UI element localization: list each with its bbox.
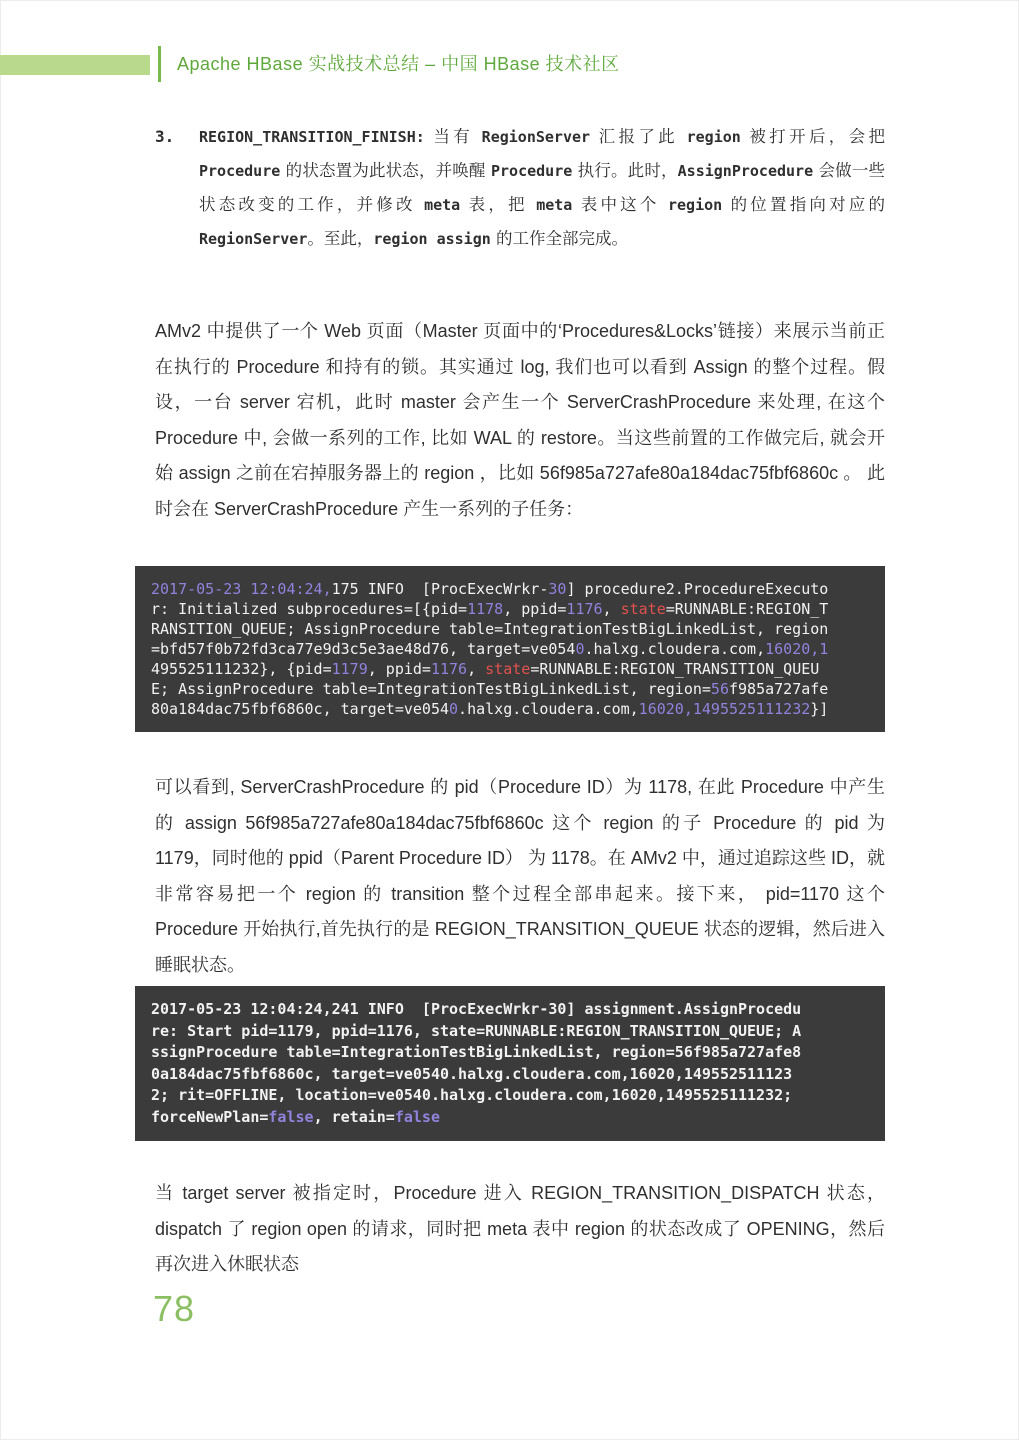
- paragraph-amv2-overview: AMv2 中提供了一个 Web 页面（Master 页面中的‘Procedures&Locks’链接）来展示当前正在执行的 Procedure 和持有的锁。其实通过 log, 我们也可以看到 Assign 的整个过程。假设，一台 server 宕机，此时 master 会产生一个 ServerCrashProcedure 来处理, 在这个 Procedure 中, 会做一系列的工作, 比如 WAL 的 restore。当这些前置的工作做完后, 就会开始 assign 之前在宕掉服务器上的 region ，比如 56f985a727afe80a184dac75fbf6860c 。 此时会在 ServerCrashProcedure 产生一系列的子任务：: [155, 321, 885, 519]
- log-block-assign-start: 2017-05-23 12:04:24,241 INFO [ProcExecWrkr-30] assignment.AssignProcedu re: Start pid=1179, ppid=1176, state=RUNNABLE:REGION_TRANSITION_QUEUE; A ssignProcedure table=IntegrationTestBigLinkedList, region=56f985a727afe8 0a184dac75fbf6860c, target=ve0540.halxg.cloudera.com,16020,149552511123 2; rit=OFFLINE, location=ve0540.halxg.cloudera.com,16020,1495525111232; forceNewPlan=false, retain=false: [135, 986, 885, 1141]
- header-accent-bar: [0, 55, 150, 75]
- list-item-3-text: REGION_TRANSITION_FINISH: 当有 RegionServer 汇报了此 region 被打开后，会把 Procedure 的状态置为此状态，并唤醒 Procedure 执行。此时，AssignProcedure 会做一些状态改变的工作，并修改 meta 表，把 meta 表中这个 region 的位置指向对应的 RegionServer。至此，region assign 的工作全部完成。: [199, 127, 885, 248]
- list-item-3-number: 3.: [155, 127, 175, 146]
- list-item-3: [155, 120, 885, 256]
- log-block-subprocedures: 2017-05-23 12:04:24,175 INFO [ProcExecWrkr-30] procedure2.ProcedureExecuto r: Initialized subprocedures=[{pid=1178, ppid=1176, state=RUNNABLE:REGION_T RANSITION_QUEUE; AssignProcedure table=IntegrationTestBigLinkedList, region =bfd57f0b72fd3ca77e9d3c5e3ae48d76, target=ve0540.halxg.cloudera.com,16020,1 495525111232}, {pid=1179, ppid=1176, state=RUNNABLE:REGION_TRANSITION_QUEU E; AssignProcedure table=IntegrationTestBigLinkedList, region=56f985a727afe 80a184dac75fbf6860c, target=ve0540.halxg.cloudera.com,16020,1495525111232}]: [135, 566, 885, 732]
- paragraph-pid-analysis: 可以看到, ServerCrashProcedure 的 pid（Procedure ID）为 1178, 在此 Procedure 中产生的 assign 56f985a727afe80a184dac75fbf6860c 这个 region 的子 Procedure 的 pid 为 1179，同时他的 ppid（Parent Procedure ID） 为 1178。在 AMv2 中，通过追踪这些 ID，就非常容易把一个 region 的 transition 整个过程全部串起来。接下来， pid=1170 这个 Procedure 开始执行,首先执行的是 REGION_TRANSITION_QUEUE 状态的逻辑，然后进入睡眠状态。: [155, 777, 885, 975]
- paragraph-dispatch-state: 当 target server 被指定时，Procedure 进入 REGION_TRANSITION_DISPATCH 状态，dispatch 了 region open 的请求，同时把 meta 表中 region 的状态改成了 OPENING，然后再次进入休眠状态: [155, 1183, 885, 1274]
- header-title: Apache HBase 实战技术总结 – 中国 HBase 技术社区: [158, 46, 620, 82]
- page-number: 78: [153, 1288, 196, 1329]
